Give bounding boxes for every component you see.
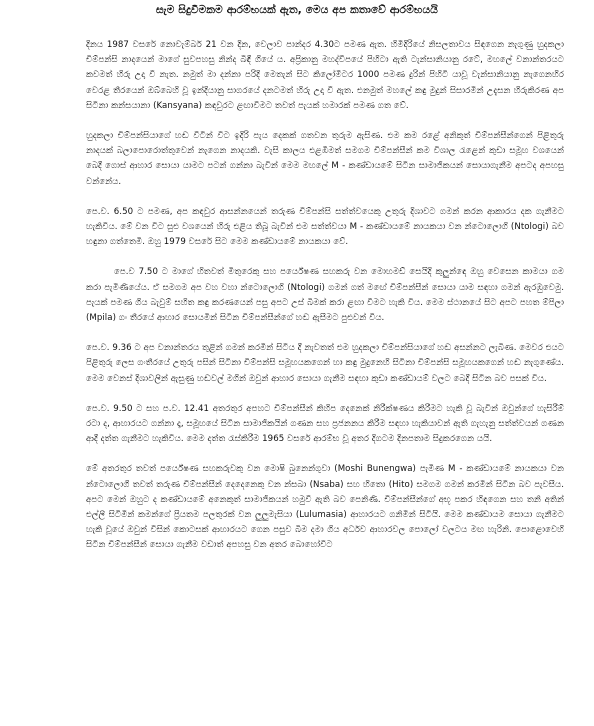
paragraph-5: පෙ.ව. 9.36 ට අප වනාන්තරය තුළින් ගමන් කරමින් සිටිය දී නැවතත් එම හුදකලා චිම්පන්සියාගේ හඬ අසන්නට ලැබිණ. මෙවර එයට පිළිතුරු ලෙස ගංතීරයේ උතුරු පසින් සිටිනා චිම්පන්සි සමූහයකගෙන් හා කඳු මුදුනෙහි සිටිනා චිම්පන්සි සමූහයකගෙන් හඬ නැගුණේය. මෙම වෙනස් දිශාවලින් ඇසුණු හඬවල් මගින් ඔවුන් ආහාර සොයා ගැනීම සඳහා කුඩා කණ්ඩායම් වලට බෙදී සිටින බව පසක් විය.: [86, 343, 564, 384]
paragraph-1: දිනය 1987 වසරේ නොවැම්බර් 21 වන දින, වෙලාව පාන්දර 4.30ට පමණ ඇත. හිමිදිරියේ නිසලතාවය සිඳගෙන නැගුණු හුදකලා චිම්පන්සි නාදයෙන් මාගේ සුවපහසු නින්ද බිඳී ගියේ ය. අප්‍රිකානු මහද්වීපයේ පිහිටා ඇති ටැන්සානියානු රටේ, මහලේ වනාන්තරයට කවමත් හිරු උදා වී නැත. නමුත් මා දන්නා පරිදි මෙතැන් සිට කිලෝමීටර 1000 පමණ දුරින් පිහිටි යාවූ වැන්සානියානු නැගෙනහිර වෙරළ තීරයෙන් ඔබ්බෙහි වූ ඉන්දියානු සාගරයේ දනටමත් හිරු උදා වී ඇත. එනමුත් මහලේ කඳු මුදුන් සිසාරමින් උදැසන හිරුකිරණ අප සිටිනා කන්සයානා (Kansyana) කඳවුරට ළඟාවීමට තවත් පැයක් හමාරක් පමණ ගත වේ.: [86, 40, 564, 111]
paragraph-7: මේ අතරතුර තවත් පර්යේෂණ සහකරුවකු වන මොෂි බුනෙන්ගුවා (Moshi Bunengwa) පැමිණ M - කණ්ඩායමේ නායකයා වන න්ටොලොගි තවත් තරුණ චිම්පන්සීන් දෙදෙනෙකු වන න්සබා (Nsaba) සහ හිතො (Hito) සමගම ගමන් කරමින් සිටින බව පැවසීය. අපට මෙන් ඔහුට ද කණ්ඩායමේ අනෙකුත් සාමාජිකයන් හමුවී ඇති බව පෙනිණි. චිම්පන්සීන්ගේ අභූ පකර හිඳගෙන සහ තනි අතින් එල්ලී සිටිමින් කමන්ගේ ප්‍රියතම පලතුරක් වන ලුලුමැසියා (Lulumasia) ආහාරයට ගනිමින් සිටියි. මෙම කණ්ඩායම සොයා ගැනීමට හැකි වූයේ ඔවුන් විසින් කොටසක් ආහාරයට ගෙන පසුව බිම දමා ගිය අර්ධව ආහාරවල පොලෝ වලටය මඟ හැරිනි. පොළොවෙහි සිටින චිම්පන්සීන් සොයා ගැනීම වඩාත් අපහසු වන අතර බොහෝවිට: [86, 464, 564, 551]
document-body: [86, 38, 564, 569]
document-title: සැම සිදුවීමකම ආරම්භයක් ඇත, මෙය අප කතාවේ ආරම්භයයි: [156, 4, 438, 16]
paragraph-4: පෙ.ව 7.50 ට මාගේ හිතවත් මිතුරෙකු සහ පර්යේෂණ සහකරු වන මොහමඩ් සෙයිදි කුලුන්ඳෙ ඔහු වෙසෙන කාමයා ගම කරා පැමිණියේය. ඒ සමගම අප වහ වහා න්ටොලොගි (Ntologi) ගමන් ගත් මඟේ චිම්පන්සීන් සොයා යාම සඳහා ගමන් ඇරඹුවෙමු. පැයක් පමණ ගිය බැවුම් සහිත කඳු කරණයෙන් පසු අපට උස් බිමක් කරා ළඟා වීමට හැකි විය. මෙම ස්ථානයේ සිට අපට පහත ම්පිලා (Mpila) ගං තීරයේ ආහාර සොයමින් සිටින චිම්පන්සීන්ගේ හඬ ඇසීමට පුළුවන් විය.: [86, 267, 564, 324]
paragraph-6: පෙ.ව. 9.50 ට සහ ප.ව. 12.41 අතරතුර අපහට චිම්පන්සීන් කිහිප දෙනෙක් නිරීක්ෂණය කිරීමට හැකි වූ බැවින් ඔවුන්ගේ හැසිරීම් රටා ද, ආහාරයට ගන්නා දෑ, සමූහයේ සිටින සාමාජිකයින් ගණන සහ ප්‍රජනනය කිරීම සඳහා හැකියාවන් ඇති ගැහැනු සත්ත්වයන් ගණන ආදී දත්ත ගැනීමට හැකිවිය. මෙම දත්ත රැස්කිරීම 1965 වසරේ ආරම්භ වූ අතර දිගටම දිනපතාම සිදුකරගෙන යයි.: [86, 403, 564, 445]
paragraph-3: පෙ.ව. 6.50 ට පමණ, අප කඳවුර ආසන්නයෙන් තරුණ චිම්පන්සි සත්ත්වයෙකු උතුරු දිශාවට ගමන් කරන ආකාරය දක ගැනීමට හැකිවිය. මේ වන විට සුළු වශයෙන් හිරු එළිය තිබූ බැවින් එම සත්ත්වයා M - කණ්ඩායමේ නායකයා වන න්ටොලොගි (Ntologi) බව හඳුනා ගත්තෙමි. ඔහු 1979 වසරේ සිට මෙම කණ්ඩායමේ නායකයා වේ.: [86, 206, 564, 248]
paragraph-2: හුදකලා චිම්පන්සියාගේ හඬ වීටින් විට ඉදිරි පැය දෙකක් ගතවන තුරුම ඇසිණ. එම කම රළේ අනිකුත් චිම්පන්සීන්ගෙන් පිළිතුරු නාදයක් බලාපොරොත්තුවෙන් නැගෙන නාදයකි. වැසි කාලය එළඹීමත් සමගම චිම්පන්සීන් කම විශාල රැළෙන් කුඩා සමූහ වශයෙන් බෙදී ගොස් ආහාර සොයා යාමට පටන් ගන්නා බැවින් මෙම මහලේ M - කණ්ඩායමේ සිටින සාමාජිකයන් සොයාගැනීම අපටද අපහසු වන්නේය.: [86, 131, 564, 187]
